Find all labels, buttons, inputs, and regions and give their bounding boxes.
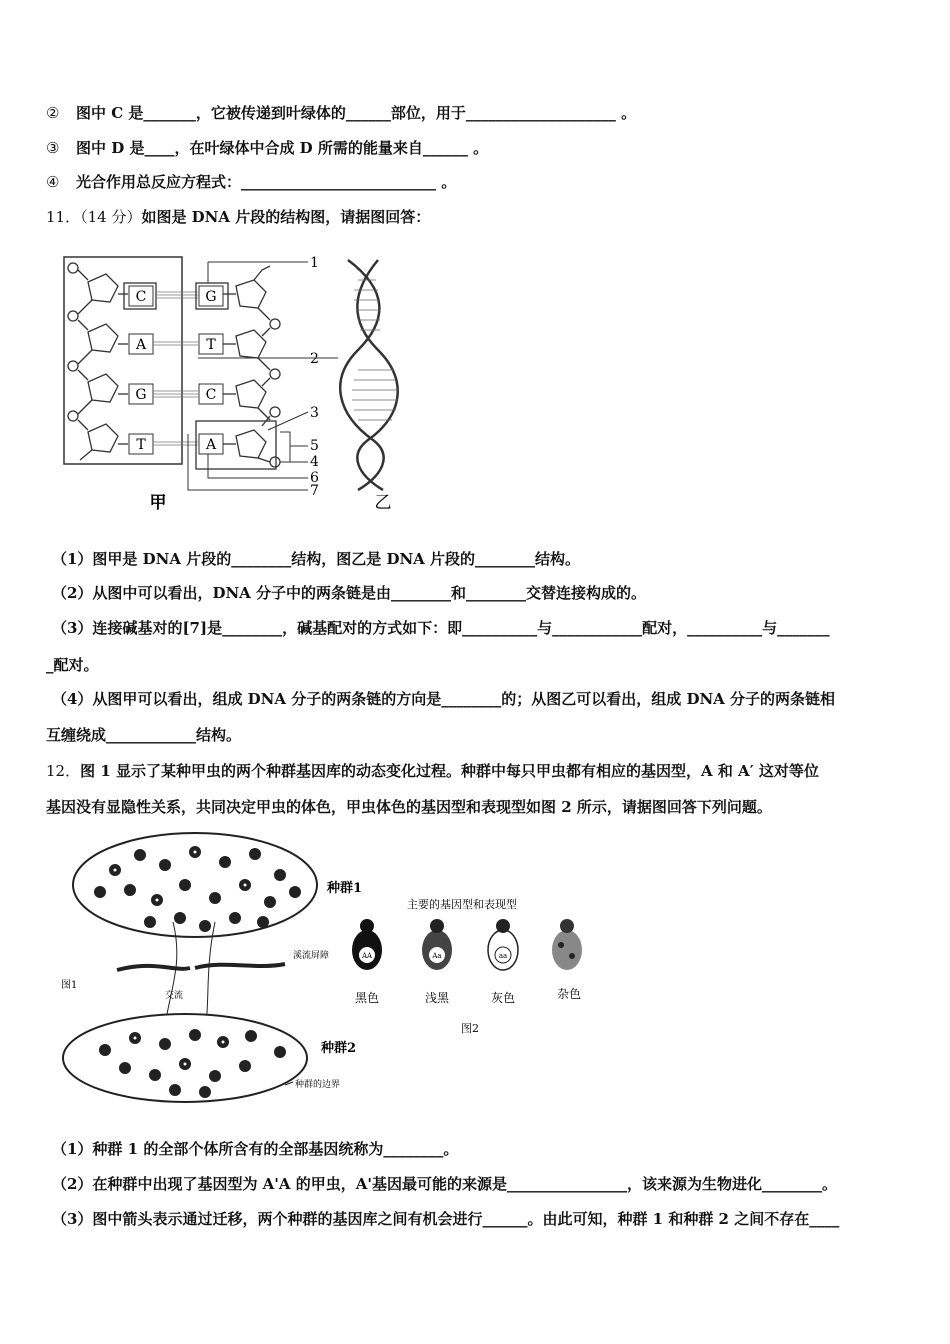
phenotype-3: 灰色 [490,991,516,1005]
marker: ④ [46,173,60,191]
left-bases [124,283,156,454]
phenotype-2: 浅黑 [424,991,450,1005]
marker: ② [46,104,60,122]
q12-stem1: 图 1 显示了某种甲虫的两个种群基因库的动态变化过程。种群中每只甲虫都有相应的基因型，A 和 A′ 这对等位 [80,762,819,780]
fig2-label: 图2 [461,1022,479,1035]
genotype-1: AA [361,952,373,960]
beetle-dark [422,919,452,1005]
question-text: 图中 C 是_______，它被传递到叶绿体的______部位，用于____________________ 。 [76,104,637,122]
dna-structure-figure [58,250,438,515]
caption-yi: 乙 [374,493,392,513]
figure-labels [310,255,319,499]
question-line-2 [46,102,636,123]
q11-sub4-line1: （4）从图甲可以看出，组成 DNA 分子的两条链的方向是________的；从图乙可以看出，组成 DNA 分子的两条链相 [52,690,836,708]
label-6: 6 [310,470,319,486]
base-left-1: C [135,289,147,305]
q11-sub3-line2: _配对。 [46,656,99,674]
barrier-label: 溪流屏障 [293,951,330,961]
beetle-mottled [552,919,582,1001]
base-left-3: G [135,387,147,403]
q12-stem-line1 [46,760,819,781]
base-right-3: C [205,387,217,403]
q12-number: 12． [46,762,81,780]
q12-sub1: （1）种群 1 的全部个体所含有的全部基因统称为________。 [52,1140,459,1158]
q11-score: （14 分） [80,208,142,226]
question-line-3 [46,137,488,158]
q11-sub4-line2: 互缠绕成____________结构。 [46,726,242,744]
phenotype-4: 杂色 [556,987,582,1001]
q12-sub2: （2）在种群中出现了基因型为 A'A 的甲虫，A'基因最可能的来源是________________，该来源为生物进化________。 [52,1175,837,1193]
exchange-label: 交流 [165,991,184,1001]
beetle-population-figure [55,830,615,1110]
question-text: 图中 D 是____，在叶绿体中合成 D 所需的能量来自______ 。 [76,139,489,157]
label-3: 3 [310,405,319,421]
phenotype-1: 黑色 [354,991,380,1005]
fig2-title: 主要的基因型和表现型 [407,898,517,911]
beetle-gray [488,919,518,1005]
base-right-1: G [205,289,217,305]
double-helix [340,260,397,490]
marker: ③ [46,139,60,157]
q12-stem-line2: 基因没有显隐性关系，共同决定甲虫的体色，甲虫体色的基因型和表现型如图 2 所示，请据图回答下列问题。 [46,798,772,816]
q12-sub3: （3）图中箭头表示通过迁移，两个种群的基因库之间有机会进行______。由此可知，种群 1 和种群 2 之间不存在____ [52,1210,840,1228]
label-5: 5 [310,438,319,454]
pop1-label: 种群1 [327,881,363,896]
caption-jia: 甲 [149,493,167,513]
label-7: 7 [310,483,319,499]
pop2-label: 种群2 [321,1041,357,1056]
label-4: 4 [310,454,319,470]
question-line-4 [46,171,456,192]
beetle-black [352,919,382,1005]
boundary-label: 种群的边界 [295,1080,341,1090]
q11-stem-text: 如图是 DNA 片段的结构图，请据图回答： [141,208,431,226]
genotype-3: aa [498,952,508,960]
q11-sub3-line1: （3）连接碱基对的[7]是________，碱基配对的方式如下：即__________与____________配对，__________与_______ [52,619,830,637]
right-bases [196,283,276,469]
q11-stem [46,206,430,227]
q11-number: 11． [46,208,81,226]
q11-sub2: （2）从图中可以看出，DNA 分子中的两条链是由________和________交替连接构成的。 [52,584,647,602]
fig1-label: 图1 [61,980,78,991]
base-right-4: A [205,437,217,453]
label-1: 1 [310,255,319,271]
beetle-phenotypes [352,919,582,1005]
genotype-2: Aa [432,952,442,960]
question-text: 光合作用总反应方程式：__________________________ 。 [76,173,457,191]
label-2: 2 [310,351,319,367]
base-right-2: T [206,337,216,353]
base-left-2: A [135,337,147,353]
q11-sub1: （1）图甲是 DNA 片段的________结构，图乙是 DNA 片段的________结构。 [52,550,581,568]
base-left-4: T [136,437,146,453]
